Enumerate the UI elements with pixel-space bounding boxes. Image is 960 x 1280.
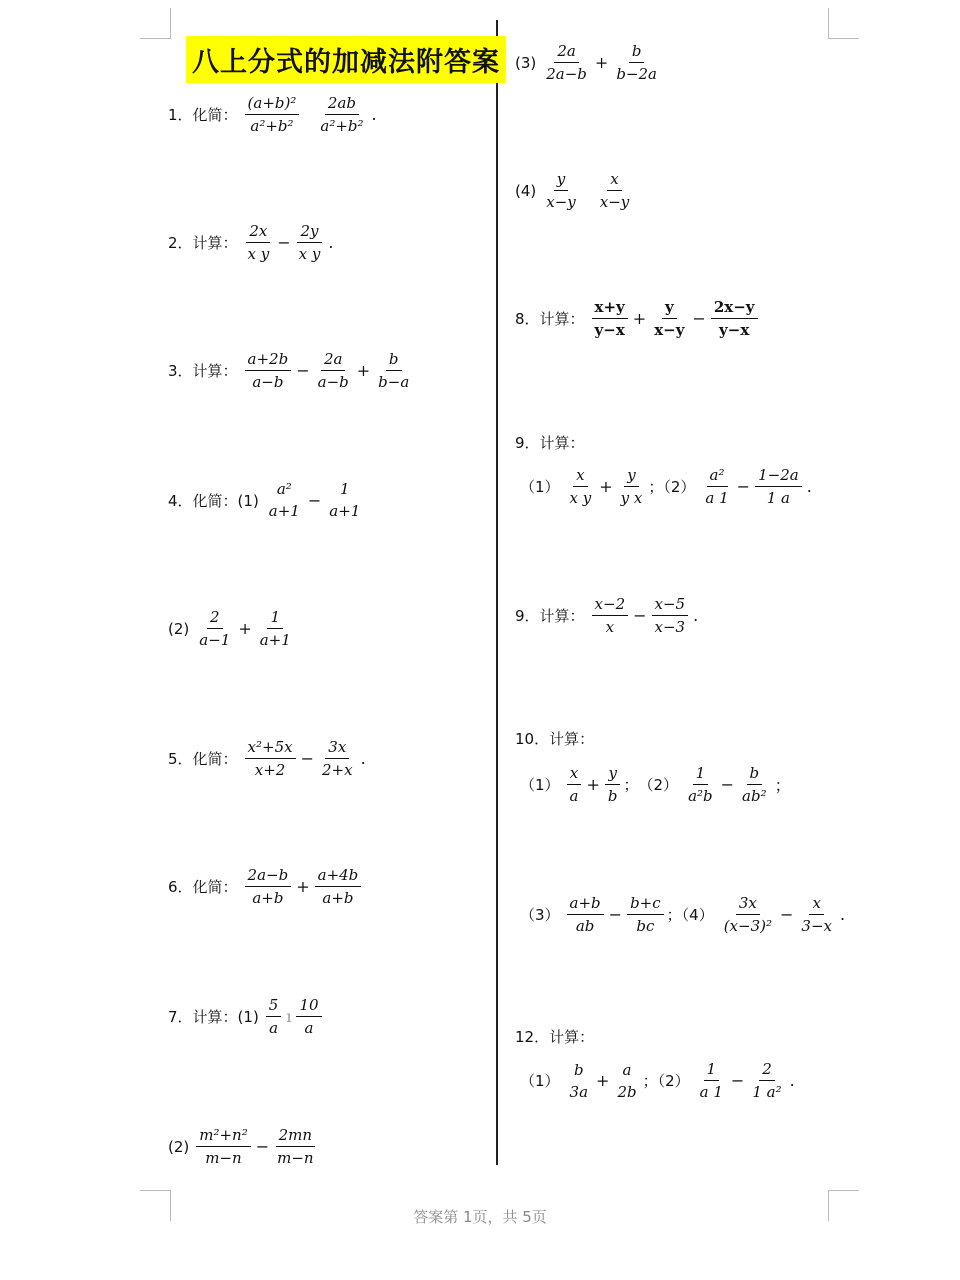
- fraction: a² a+1: [268, 480, 300, 520]
- fraction: $\frac{\text{m²+n²}}{m-n}$: [196, 1126, 250, 1167]
- fraction: $\frac{y}{x-y}$: [654, 298, 685, 339]
- question-5: 5．化简： $\frac{\text{x²+5x}}{x+2}$ − $\frac{3x}{2+x}$ .: [168, 738, 366, 779]
- question-7-part-3: (3) $\frac{2a}{2a-b}$ + $\frac{b}{b-2a}$: [515, 42, 663, 83]
- question-12-parts: （1） b 3a + a 2b ；（2） $\frac{1}{a 1}$ − $\frac{2}{\text{1 a²}}$ .: [520, 1060, 795, 1101]
- fraction: $\frac{a+2b}{a-b}$: [245, 350, 292, 391]
- page-footer: 答案第 1页，共 5页: [413, 1208, 547, 1226]
- question-7-part-4: (4) $\frac{y}{x-y}$ $\frac{x}{x-y}$: [515, 170, 635, 211]
- question-10: 10．计算：: [515, 730, 595, 748]
- fraction: $\frac{2}{a-1}$: [199, 608, 231, 649]
- fraction: $\frac{y}{\text{y x}}$: [620, 466, 643, 507]
- fraction: $\frac{y}{b}$: [605, 764, 621, 805]
- crop-mark-top-left: [140, 8, 171, 39]
- fraction: $\frac{x-2}{x}$: [592, 595, 629, 636]
- fraction: $\frac{2}{\text{1 a²}}$: [752, 1060, 782, 1101]
- fraction: $\frac{3x}{2+x}$: [322, 738, 353, 779]
- fraction: $\frac{1}{a+1}$: [259, 608, 291, 649]
- fraction: $\frac{2mn}{m-n}$: [277, 1126, 314, 1167]
- fraction: a 2b: [617, 1060, 637, 1101]
- question-9-parts: （1） $\frac{x}{\text{x y}}$ + $\frac{y}{\text{y x}}$ ；（2） $\frac{\text{a²}}{a 1}$ − $\frac{1-2a}{1 a}$ .: [520, 466, 812, 507]
- fraction: $\frac{2x}{\text{x y}}$: [247, 222, 270, 263]
- crop-mark-top-right: [828, 8, 859, 39]
- fraction: $\frac{b}{b-a}$: [378, 350, 410, 391]
- question-10-parts-3-4: （3） $\frac{a+b}{ab}$ − $\frac{b+c}{bc}$ ；（4） $\frac{3x}{\text{(x−3)²}}$ − $\frac{x}{3-x}$ .: [520, 894, 846, 935]
- question-12: 12．计算：: [515, 1028, 595, 1046]
- fraction: $\frac{\text{x²+5x}}{x+2}$: [245, 738, 296, 779]
- fraction: $\frac{5}{a}$: [266, 996, 282, 1037]
- fraction: $\frac{10}{a}$: [296, 996, 321, 1037]
- question-9: 9．计算：: [515, 434, 585, 452]
- question-4-part-2: (2) $\frac{2}{a-1}$ + $\frac{1}{a+1}$: [168, 608, 297, 649]
- fraction: $\frac{x+y}{y-x}$: [592, 298, 628, 339]
- fraction: $\frac{\text{(a+b)²}}{\text{a²+b²}}$: [245, 94, 300, 135]
- page-title: 八上分式的加减法附答案: [186, 36, 506, 83]
- question-8: 8．计算： $\frac{x+y}{y-x}$ + $\frac{y}{x-y}$ − $\frac{2x-y}{y-x}$: [515, 298, 761, 339]
- fraction: $\frac{1}{a 1}$: [699, 1060, 723, 1101]
- fraction: 1 a+1: [329, 480, 361, 520]
- question-4: 4．化简：(1) a² a+1 − 1 a+1: [168, 480, 366, 520]
- question-10-parts-1-2: （1） $\frac{x}{a}$ + $\frac{y}{b}$ ； （2） $\frac{1}{\text{a²b}}$ − $\frac{b}{\text{ab²}}$ ；: [520, 764, 791, 805]
- fraction: $\frac{3x}{\text{(x−3)²}}$: [723, 894, 772, 935]
- fraction: $\frac{2ab}{\text{a²+b²}}$: [320, 94, 364, 135]
- fraction: $\frac{x}{a}$: [567, 764, 582, 805]
- fraction: $\frac{2a-b}{a+b}$: [245, 866, 292, 907]
- fraction: $\frac{x}{3-x}$: [801, 894, 832, 935]
- fraction: $\frac{2y}{\text{x y}}$: [298, 222, 321, 263]
- fraction: $\frac{x}{x-y}$: [599, 170, 630, 211]
- fraction: $\frac{\text{a²}}{a 1}$: [705, 466, 729, 507]
- question-6: 6．化简： $\frac{2a-b}{a+b}$ + $\frac{a+4b}{a+b}$: [168, 866, 364, 907]
- question-7-part-2: (2) $\frac{\text{m²+n²}}{m-n}$ − $\frac{2mn}{m-n}$: [168, 1126, 320, 1167]
- question-9-b: 9．计算： $\frac{x-2}{x}$ − $\frac{x-5}{x-3}$ .: [515, 595, 699, 636]
- question-1: 1．化简： $\frac{\text{(a+b)²}}{\text{a²+b²}}$ $\frac{2ab}{\text{a²+b²}}$ .: [168, 94, 377, 135]
- fraction: $\frac{y}{x-y}$: [546, 170, 576, 211]
- fraction: $\frac{x}{\text{x y}}$: [569, 466, 592, 507]
- fraction: $\frac{a+4b}{a+b}$: [315, 866, 362, 907]
- question-2: 2．计算： $\frac{2x}{\text{x y}}$ − $\frac{2y}{\text{x y}}$ .: [168, 222, 334, 263]
- fraction: $\frac{2a}{2a-b}$: [546, 42, 587, 83]
- fraction: $\frac{1}{\text{a²b}}$: [688, 764, 713, 805]
- fraction: $\frac{1-2a}{1 a}$: [755, 466, 802, 507]
- column-divider: [496, 20, 498, 1165]
- fraction: $\frac{x-5}{x-3}$: [652, 595, 689, 636]
- fraction: $\frac{b}{b-2a}$: [616, 42, 657, 83]
- fraction: $\frac{b+c}{bc}$: [627, 894, 664, 935]
- fraction: b 3a: [569, 1060, 589, 1101]
- question-3: 3．计算： $\frac{a+2b}{a-b}$ − $\frac{2a}{a-b}$ + $\frac{b}{b-a}$: [168, 350, 415, 391]
- fraction: $\frac{a+b}{ab}$: [567, 894, 604, 935]
- fraction: $\frac{2a}{a-b}$: [317, 350, 349, 391]
- fraction: $\frac{2x-y}{y-x}$: [711, 298, 758, 339]
- fraction: $\frac{b}{\text{ab²}}$: [742, 764, 767, 805]
- question-7: 7．计算：(1) $\frac{5}{a}$ ı $\frac{10}{a}$: [168, 996, 325, 1037]
